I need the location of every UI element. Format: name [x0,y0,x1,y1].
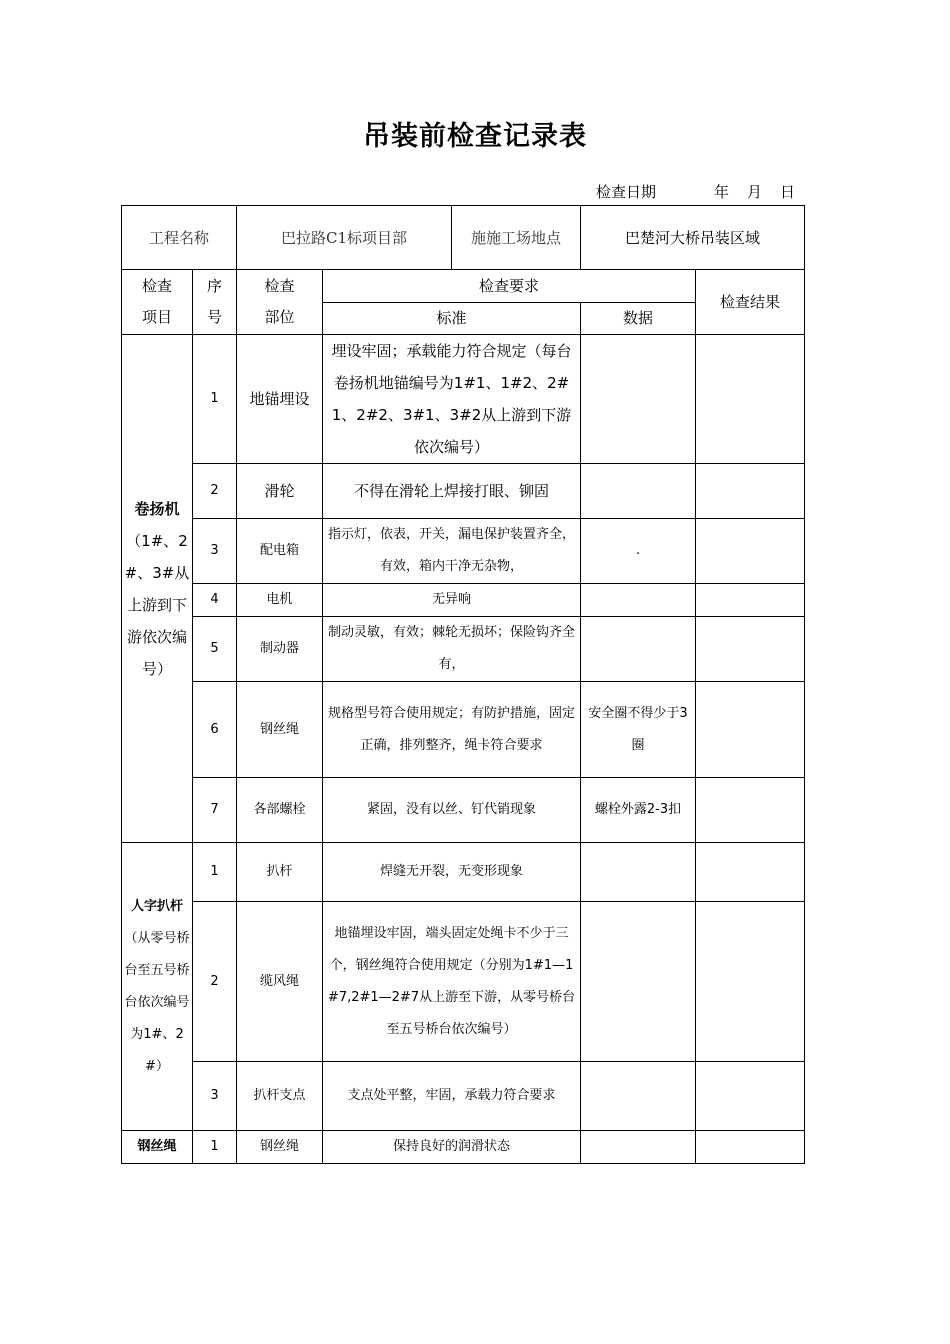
row-data [581,1131,696,1164]
row-standard: 埋设牢固；承载能力符合规定（每台卷扬机地锚编号为1#1、1#2、2#1、2#2、3#1、3#2从上游到下游依次编号） [323,335,581,464]
header-part: 检查 部位 [237,270,323,335]
row-data [581,843,696,902]
table-row [122,1131,805,1164]
table-row [122,843,805,902]
table-row [122,1062,805,1131]
row-seq: 5 [193,617,237,682]
header-seq: 序 号 [193,270,237,335]
row-data [581,617,696,682]
row-data [581,335,696,464]
row-standard: 焊缝无开裂，无变形现象 [323,843,581,902]
table-row [122,519,805,584]
row-result [696,778,805,843]
header-row-1 [122,270,805,303]
header-requirement: 检查要求 [323,270,696,303]
row-part: 制动器 [237,617,323,682]
row-seq: 3 [193,1062,237,1131]
project-info-row [122,206,805,270]
row-seq: 2 [193,902,237,1062]
row-part: 扒杆 [237,843,323,902]
table-row [122,902,805,1062]
row-result [696,1131,805,1164]
row-part: 扒杆支点 [237,1062,323,1131]
row-standard: 支点处平整，牢固，承载力符合要求 [323,1062,581,1131]
row-seq: 2 [193,464,237,519]
row-standard: 不得在滑轮上焊接打眼、铆固 [323,464,581,519]
header-item: 检查 项目 [122,270,193,335]
row-result [696,335,805,464]
row-standard: 指示灯，依表，开关，漏电保护装置齐全，有效，箱内干净无杂物， [323,519,581,584]
date-month: 月 [747,183,763,201]
row-seq: 7 [193,778,237,843]
row-standard: 保持良好的润滑状态 [323,1131,581,1164]
row-seq: 3 [193,519,237,584]
row-part: 各部螺栓 [237,778,323,843]
row-seq: 4 [193,584,237,617]
row-standard: 制动灵敏，有效；棘轮无损坏；保险钩齐全有， [323,617,581,682]
row-standard: 地锚埋设牢固，端头固定处绳卡不少于三个，钢丝绳符合使用规定（分别为1#1—1#7,2#1—2#7从上游至下游，从零号桥台至五号桥台依次编号） [323,902,581,1062]
row-part: 钢丝绳 [237,682,323,778]
table-row [122,617,805,682]
row-standard: 规格型号符合使用规定；有防护措施，固定正确，排列整齐，绳卡符合要求 [323,682,581,778]
row-data [581,464,696,519]
row-part: 配电箱 [237,519,323,584]
row-result [696,519,805,584]
row-seq: 1 [193,843,237,902]
table-row [122,682,805,778]
site-value: 巴楚河大桥吊装区域 [581,206,805,270]
row-part: 滑轮 [237,464,323,519]
row-data [581,1062,696,1131]
header-data: 数据 [581,303,696,335]
table-row [122,464,805,519]
row-result [696,584,805,617]
row-part: 钢丝绳 [237,1131,323,1164]
date-day: 日 [780,183,796,201]
row-part: 电机 [237,584,323,617]
group-winch: 卷扬机 （1#、2#、3#从上游到下游依次编号） [122,335,193,843]
row-seq: 1 [193,1131,237,1164]
header-standard: 标准 [323,303,581,335]
project-name-label: 工程名称 [122,206,237,270]
row-part: 缆风绳 [237,902,323,1062]
site-label: 施施工场地点 [452,206,581,270]
row-result [696,843,805,902]
table-row [122,584,805,617]
date-year: 年 [714,183,730,201]
table-row [122,335,805,464]
header-result: 检查结果 [696,270,805,335]
row-seq: 6 [193,682,237,778]
row-result [696,617,805,682]
inspection-date-line [596,181,795,202]
row-data: . [581,519,696,584]
row-result [696,902,805,1062]
group-derrick: 人字扒杆（从零号桥台至五号桥台依次编号为1#、2#） [122,843,193,1131]
inspection-table [121,205,805,1164]
row-data [581,584,696,617]
row-standard: 紧固，没有以丝、钉代销现象 [323,778,581,843]
group-wire-rope: 钢丝绳 [122,1131,193,1164]
row-data: 安全圈不得少于3圈 [581,682,696,778]
table-row [122,778,805,843]
row-result [696,464,805,519]
row-data [581,902,696,1062]
row-result [696,682,805,778]
row-result [696,1062,805,1131]
row-seq: 1 [193,335,237,464]
row-standard: 无异响 [323,584,581,617]
row-data: 螺栓外露2-3扣 [581,778,696,843]
page-title: 吊装前检查记录表 [363,121,587,152]
row-part: 地锚埋设 [237,335,323,464]
project-name-value: 巴拉路C1标项目部 [237,206,452,270]
date-label: 检查日期 [596,183,657,201]
